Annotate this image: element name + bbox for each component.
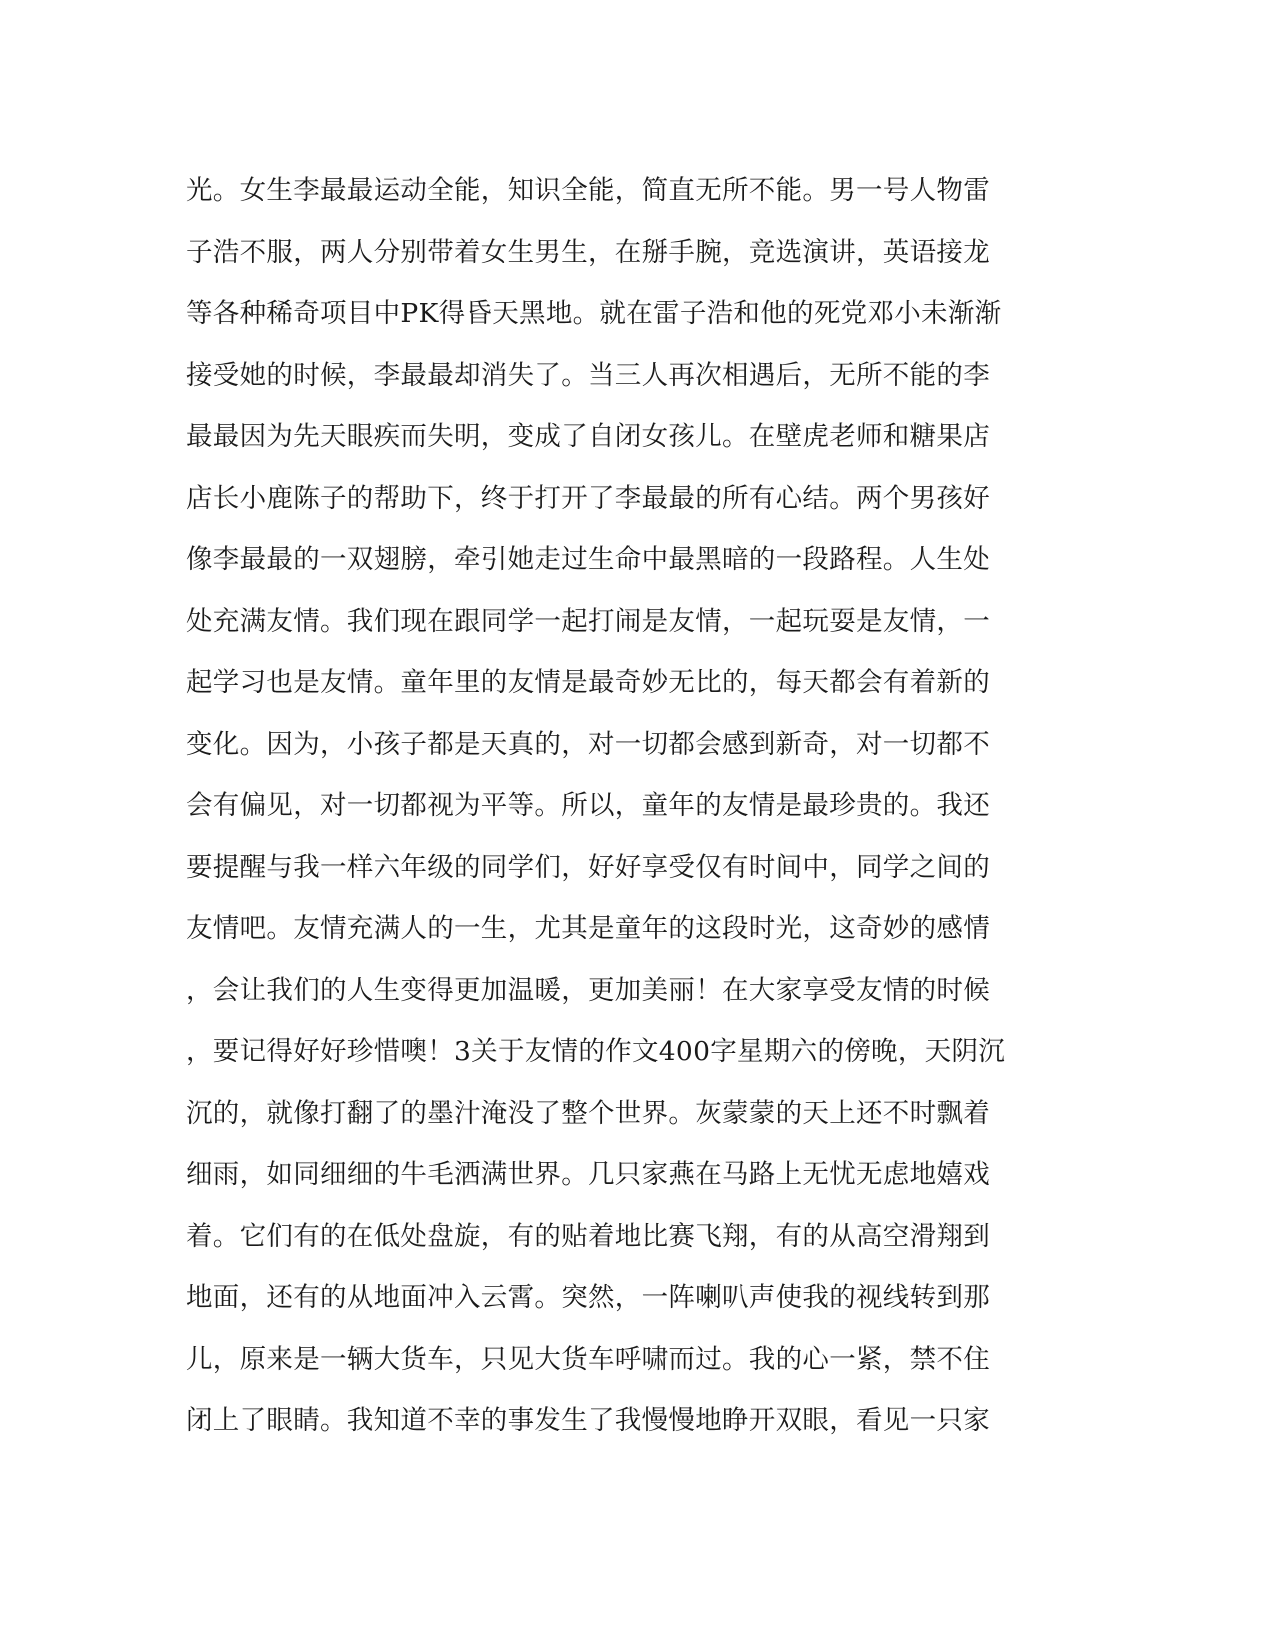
text-line: 等各种稀奇项目中PK得昏天黑地。就在雷子浩和他的死党邓小未渐渐 [186, 298, 1002, 329]
text-line: 儿，原来是一辆大货车，只见大货车呼啸而过。我的心一紧，禁不住 [186, 1343, 990, 1375]
text-line: 处充满友情。我们现在跟同学一起打闹是友情，一起玩耍是友情，一 [186, 605, 990, 637]
text-line: 接受她的时候，李最最却消失了。当三人再次相遇后，无所不能的李 [186, 359, 990, 391]
text-line: 友情吧。友情充满人的一生，尤其是童年的这段时光，这奇妙的感情 [186, 913, 990, 944]
text-line: 变化。因为，小孩子都是天真的，对一切都会感到新奇，对一切都不 [186, 728, 990, 760]
text-line: 闭上了眼睛。我知道不幸的事发生了我慢慢地睁开双眼，看见一只家 [186, 1405, 990, 1436]
text-line: 子浩不服，两人分别带着女生男生，在掰手腕，竞选演讲，英语接龙 [186, 236, 990, 268]
text-line: 光。女生李最最运动全能，知识全能，简直无所不能。男一号人物雷 [186, 175, 990, 206]
text-line: ，会让我们的人生变得更加温暖，更加美丽！在大家享受友情的时候 [186, 974, 990, 1006]
text-line: 最最因为先天眼疾而失明，变成了自闭女孩儿。在壁虎老师和糖果店 [186, 421, 990, 452]
text-line: 店长小鹿陈子的帮助下，终于打开了李最最的所有心结。两个男孩好 [186, 482, 990, 514]
text-line: 地面，还有的从地面冲入云霄。突然，一阵喇叭声使我的视线转到那 [186, 1282, 990, 1313]
text-line: 像李最最的一双翅膀，牵引她走过生命中最黑暗的一段路程。人生处 [186, 544, 990, 575]
text-line: ，要记得好好珍惜噢！3关于友情的作文400字星期六的傍晚，天阴沉 [186, 1036, 1006, 1067]
text-line: 会有偏见，对一切都视为平等。所以，童年的友情是最珍贵的。我还 [186, 790, 990, 821]
text-line: 沉的，就像打翻了的墨汁淹没了整个世界。灰蒙蒙的天上还不时飘着 [186, 1097, 990, 1129]
body-text [186, 160, 1086, 1452]
text-line: 着。它们有的在低处盘旋，有的贴着地比赛飞翔，有的从高空滑翔到 [186, 1220, 990, 1252]
text-line: 细雨，如同细细的牛毛洒满世界。几只家燕在马路上无忧无虑地嬉戏 [186, 1159, 990, 1190]
text-line: 要提醒与我一样六年级的同学们，好好享受仅有时间中，同学之间的 [186, 851, 990, 883]
text-line: 起学习也是友情。童年里的友情是最奇妙无比的，每天都会有着新的 [186, 667, 990, 698]
